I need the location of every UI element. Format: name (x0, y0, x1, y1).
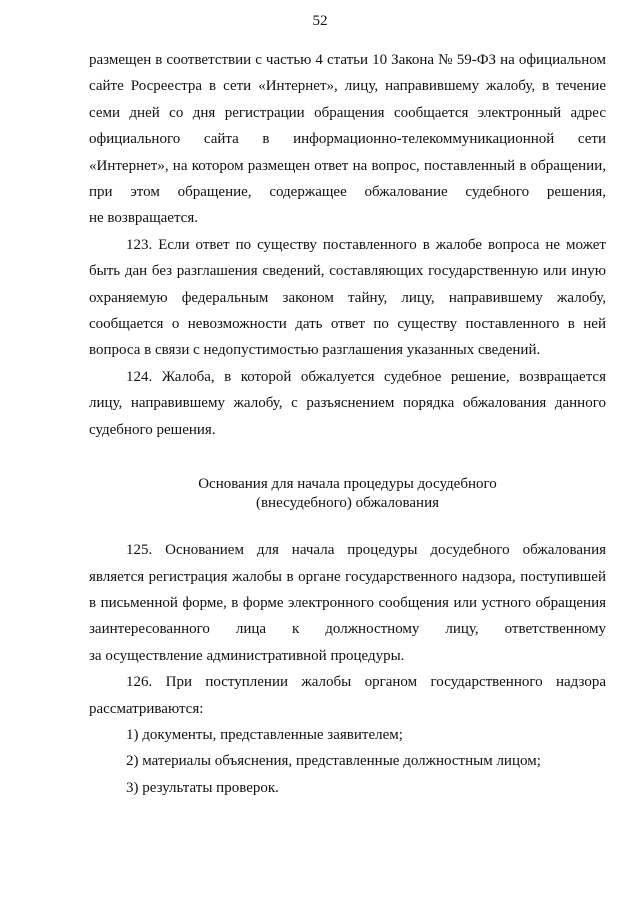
page-number: 52 (312, 13, 328, 29)
text-line: заинтересованного лица к должностному лицу, ответственному (89, 621, 606, 638)
text-line: «Интернет», на котором размещен ответ на вопрос, поставленный в обращении, (89, 157, 606, 174)
text-line: судебного решения. (89, 421, 216, 438)
text-line: лицу, направившему жалобу, с разъяснением порядка обжалования данного (89, 395, 606, 412)
text-line: в письменной форме, в форме электронного сообщения или устного обращения (89, 594, 606, 611)
text-line: вопроса в связи с недопустимостью разглашения указанных сведений. (89, 342, 541, 359)
paragraph-continuation (89, 47, 606, 232)
section-heading-line: Основания для начала процедуры досудебного (198, 476, 497, 493)
list-item: 3) результаты проверок. (126, 779, 279, 796)
text-line: быть дан без разглашения сведений, составляющих государственную или иную (89, 263, 606, 280)
text-line: является регистрация жалобы в органе государственного надзора, поступившей (89, 568, 606, 585)
text-line: размещен в соответствии с частью 4 статьи 10 Закона № 59-ФЗ на официальном (89, 52, 606, 68)
text-line: официального сайта в информационно-телекоммуникационной сети (89, 131, 606, 148)
document-body (89, 47, 606, 801)
text-line: за осуществление административной процедуры. (89, 647, 405, 664)
text-line: сообщается о невозможности дать ответ по существу поставленного в ней (89, 316, 606, 333)
list-item: 1) документы, представленные заявителем; (126, 726, 403, 743)
text-line: 123. Если ответ по существу поставленного в жалобе вопроса не может (126, 236, 606, 253)
text-line: семи дней со дня регистрации обращения сообщается электронный адрес (89, 104, 606, 121)
enumerated-list (89, 722, 606, 801)
paragraph-124 (89, 364, 606, 443)
paragraph-125 (89, 537, 606, 669)
list-item: 2) материалы объяснения, представленные должностным лицом; (126, 753, 541, 770)
section-heading-line: (внесудебного) обжалования (255, 495, 440, 512)
text-line: 124. Жалоба, в которой обжалуется судебное решение, возвращается (126, 368, 606, 385)
text-line: не возвращается. (89, 210, 198, 227)
paragraph-123 (89, 232, 606, 364)
section-heading (89, 475, 606, 513)
text-line: сайте Росреестра в сети «Интернет», лицу, направившему жалобу, в течение (89, 78, 606, 95)
text-line: рассматриваются: (89, 700, 204, 717)
text-line: 126. При поступлении жалобы органом государственного надзора (126, 674, 606, 691)
text-line: охраняемую федеральным законом тайну, лицу, направившему жалобу, (89, 289, 606, 306)
paragraph-126 (89, 669, 606, 722)
text-line: при этом обращение, содержащее обжалование судебного решения, (89, 184, 606, 201)
text-line: 125. Основанием для начала процедуры досудебного обжалования (126, 542, 606, 559)
